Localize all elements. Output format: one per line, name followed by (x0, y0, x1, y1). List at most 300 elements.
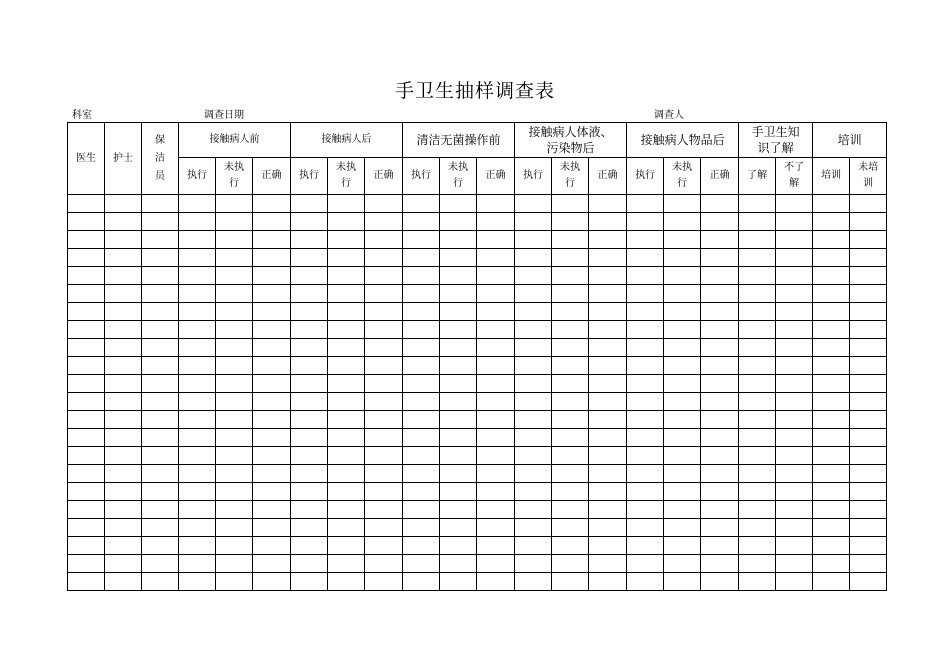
table-cell[interactable] (105, 321, 142, 339)
table-cell[interactable] (365, 447, 403, 465)
table-cell[interactable] (701, 195, 739, 213)
table-cell[interactable] (589, 339, 627, 357)
table-cell[interactable] (179, 321, 216, 339)
table-cell[interactable] (216, 465, 253, 483)
table-cell[interactable] (776, 375, 813, 393)
table-cell[interactable] (739, 375, 776, 393)
table-cell[interactable] (105, 267, 142, 285)
table-cell[interactable] (440, 393, 477, 411)
table-cell[interactable] (403, 303, 440, 321)
table-cell[interactable] (813, 501, 850, 519)
table-cell[interactable] (776, 483, 813, 501)
table-cell[interactable] (253, 213, 291, 231)
table-cell[interactable] (291, 537, 328, 555)
table-cell[interactable] (105, 429, 142, 447)
table-cell[interactable] (850, 249, 887, 267)
table-cell[interactable] (291, 285, 328, 303)
table-cell[interactable] (739, 195, 776, 213)
table-cell[interactable] (627, 429, 664, 447)
table-cell[interactable] (142, 573, 179, 591)
table-cell[interactable] (850, 501, 887, 519)
table-cell[interactable] (776, 303, 813, 321)
table-cell[interactable] (328, 285, 365, 303)
table-cell[interactable] (403, 339, 440, 357)
table-cell[interactable] (105, 393, 142, 411)
table-cell[interactable] (850, 555, 887, 573)
table-cell[interactable] (291, 447, 328, 465)
table-cell[interactable] (216, 501, 253, 519)
table-cell[interactable] (477, 573, 515, 591)
table-cell[interactable] (515, 375, 552, 393)
table-cell[interactable] (515, 231, 552, 249)
table-cell[interactable] (776, 321, 813, 339)
table-cell[interactable] (850, 519, 887, 537)
table-cell[interactable] (701, 231, 739, 249)
table-cell[interactable] (813, 537, 850, 555)
table-cell[interactable] (701, 537, 739, 555)
table-cell[interactable] (291, 519, 328, 537)
table-cell[interactable] (105, 249, 142, 267)
table-cell[interactable] (328, 465, 365, 483)
table-cell[interactable] (850, 303, 887, 321)
table-cell[interactable] (216, 411, 253, 429)
table-cell[interactable] (664, 267, 701, 285)
table-cell[interactable] (403, 375, 440, 393)
table-cell[interactable] (701, 483, 739, 501)
table-cell[interactable] (253, 375, 291, 393)
table-cell[interactable] (627, 267, 664, 285)
table-cell[interactable] (365, 501, 403, 519)
table-cell[interactable] (552, 411, 589, 429)
table-cell[interactable] (589, 429, 627, 447)
table-cell[interactable] (68, 429, 105, 447)
table-cell[interactable] (477, 357, 515, 375)
table-cell[interactable] (253, 249, 291, 267)
table-cell[interactable] (813, 573, 850, 591)
table-cell[interactable] (403, 213, 440, 231)
table-cell[interactable] (328, 519, 365, 537)
table-cell[interactable] (589, 483, 627, 501)
table-cell[interactable] (552, 375, 589, 393)
table-cell[interactable] (776, 267, 813, 285)
table-cell[interactable] (142, 339, 179, 357)
table-cell[interactable] (216, 393, 253, 411)
table-cell[interactable] (850, 339, 887, 357)
table-cell[interactable] (365, 195, 403, 213)
table-cell[interactable] (328, 303, 365, 321)
table-cell[interactable] (179, 519, 216, 537)
table-cell[interactable] (552, 339, 589, 357)
table-cell[interactable] (739, 393, 776, 411)
table-cell[interactable] (739, 429, 776, 447)
table-cell[interactable] (589, 213, 627, 231)
table-cell[interactable] (477, 285, 515, 303)
table-cell[interactable] (68, 249, 105, 267)
table-cell[interactable] (739, 411, 776, 429)
table-cell[interactable] (850, 447, 887, 465)
table-cell[interactable] (664, 393, 701, 411)
table-cell[interactable] (627, 573, 664, 591)
table-cell[interactable] (701, 501, 739, 519)
table-cell[interactable] (776, 447, 813, 465)
table-cell[interactable] (552, 393, 589, 411)
table-cell[interactable] (701, 375, 739, 393)
table-cell[interactable] (589, 537, 627, 555)
table-cell[interactable] (253, 285, 291, 303)
table-cell[interactable] (440, 555, 477, 573)
table-cell[interactable] (477, 411, 515, 429)
table-cell[interactable] (515, 339, 552, 357)
table-cell[interactable] (216, 375, 253, 393)
table-cell[interactable] (179, 357, 216, 375)
table-cell[interactable] (105, 303, 142, 321)
table-cell[interactable] (477, 501, 515, 519)
table-cell[interactable] (253, 339, 291, 357)
table-cell[interactable] (216, 303, 253, 321)
table-cell[interactable] (68, 447, 105, 465)
table-cell[interactable] (68, 213, 105, 231)
table-cell[interactable] (813, 465, 850, 483)
table-cell[interactable] (589, 375, 627, 393)
table-cell[interactable] (179, 573, 216, 591)
table-cell[interactable] (440, 573, 477, 591)
table-cell[interactable] (813, 285, 850, 303)
table-cell[interactable] (552, 321, 589, 339)
table-cell[interactable] (365, 285, 403, 303)
table-cell[interactable] (291, 393, 328, 411)
table-cell[interactable] (515, 267, 552, 285)
table-cell[interactable] (664, 555, 701, 573)
table-cell[interactable] (739, 483, 776, 501)
table-cell[interactable] (589, 231, 627, 249)
table-cell[interactable] (589, 573, 627, 591)
table-cell[interactable] (627, 249, 664, 267)
table-cell[interactable] (664, 321, 701, 339)
table-cell[interactable] (328, 411, 365, 429)
table-cell[interactable] (515, 321, 552, 339)
table-cell[interactable] (440, 303, 477, 321)
table-cell[interactable] (440, 429, 477, 447)
table-cell[interactable] (589, 357, 627, 375)
table-cell[interactable] (477, 267, 515, 285)
table-cell[interactable] (515, 555, 552, 573)
table-cell[interactable] (776, 393, 813, 411)
table-cell[interactable] (328, 483, 365, 501)
table-cell[interactable] (403, 519, 440, 537)
table-cell[interactable] (813, 213, 850, 231)
table-cell[interactable] (701, 357, 739, 375)
table-cell[interactable] (515, 447, 552, 465)
table-cell[interactable] (739, 573, 776, 591)
table-cell[interactable] (328, 231, 365, 249)
table-cell[interactable] (813, 195, 850, 213)
table-cell[interactable] (216, 573, 253, 591)
table-cell[interactable] (701, 429, 739, 447)
table-cell[interactable] (776, 231, 813, 249)
table-cell[interactable] (365, 375, 403, 393)
table-cell[interactable] (403, 573, 440, 591)
table-cell[interactable] (142, 519, 179, 537)
table-cell[interactable] (589, 393, 627, 411)
table-cell[interactable] (477, 519, 515, 537)
table-cell[interactable] (105, 537, 142, 555)
table-cell[interactable] (739, 501, 776, 519)
table-cell[interactable] (142, 555, 179, 573)
table-cell[interactable] (627, 393, 664, 411)
table-cell[interactable] (515, 519, 552, 537)
table-cell[interactable] (253, 573, 291, 591)
table-cell[interactable] (440, 501, 477, 519)
table-cell[interactable] (627, 375, 664, 393)
table-cell[interactable] (515, 357, 552, 375)
table-cell[interactable] (105, 339, 142, 357)
table-cell[interactable] (142, 465, 179, 483)
table-cell[interactable] (515, 411, 552, 429)
table-cell[interactable] (253, 537, 291, 555)
table-cell[interactable] (440, 285, 477, 303)
table-cell[interactable] (105, 231, 142, 249)
table-cell[interactable] (142, 429, 179, 447)
table-cell[interactable] (440, 375, 477, 393)
table-cell[interactable] (253, 447, 291, 465)
table-cell[interactable] (552, 195, 589, 213)
table-cell[interactable] (105, 213, 142, 231)
table-cell[interactable] (403, 501, 440, 519)
table-cell[interactable] (403, 267, 440, 285)
table-cell[interactable] (739, 465, 776, 483)
table-cell[interactable] (850, 537, 887, 555)
table-cell[interactable] (328, 213, 365, 231)
table-cell[interactable] (179, 483, 216, 501)
table-cell[interactable] (365, 465, 403, 483)
table-cell[interactable] (627, 447, 664, 465)
table-cell[interactable] (68, 195, 105, 213)
table-cell[interactable] (68, 519, 105, 537)
table-cell[interactable] (365, 267, 403, 285)
table-cell[interactable] (440, 357, 477, 375)
table-cell[interactable] (179, 411, 216, 429)
table-cell[interactable] (776, 429, 813, 447)
table-cell[interactable] (627, 483, 664, 501)
table-cell[interactable] (776, 573, 813, 591)
table-cell[interactable] (68, 555, 105, 573)
table-cell[interactable] (291, 339, 328, 357)
table-cell[interactable] (216, 357, 253, 375)
table-cell[interactable] (813, 249, 850, 267)
table-cell[interactable] (552, 465, 589, 483)
table-cell[interactable] (142, 375, 179, 393)
table-cell[interactable] (850, 465, 887, 483)
table-cell[interactable] (627, 555, 664, 573)
table-cell[interactable] (440, 267, 477, 285)
table-cell[interactable] (589, 465, 627, 483)
table-cell[interactable] (515, 393, 552, 411)
table-cell[interactable] (589, 285, 627, 303)
table-cell[interactable] (701, 447, 739, 465)
table-cell[interactable] (477, 393, 515, 411)
table-cell[interactable] (403, 429, 440, 447)
table-cell[interactable] (328, 357, 365, 375)
table-cell[interactable] (627, 303, 664, 321)
table-cell[interactable] (291, 465, 328, 483)
table-cell[interactable] (664, 519, 701, 537)
table-cell[interactable] (142, 303, 179, 321)
table-cell[interactable] (142, 285, 179, 303)
table-cell[interactable] (328, 393, 365, 411)
table-cell[interactable] (813, 321, 850, 339)
table-cell[interactable] (105, 573, 142, 591)
table-cell[interactable] (552, 267, 589, 285)
table-cell[interactable] (253, 501, 291, 519)
table-cell[interactable] (813, 411, 850, 429)
table-cell[interactable] (664, 465, 701, 483)
table-cell[interactable] (776, 465, 813, 483)
table-cell[interactable] (701, 465, 739, 483)
table-cell[interactable] (440, 465, 477, 483)
table-cell[interactable] (813, 429, 850, 447)
table-cell[interactable] (365, 483, 403, 501)
table-cell[interactable] (365, 393, 403, 411)
table-cell[interactable] (68, 483, 105, 501)
table-cell[interactable] (552, 303, 589, 321)
table-cell[interactable] (142, 393, 179, 411)
table-cell[interactable] (776, 195, 813, 213)
table-cell[interactable] (365, 411, 403, 429)
table-cell[interactable] (664, 375, 701, 393)
table-cell[interactable] (739, 213, 776, 231)
table-cell[interactable] (142, 537, 179, 555)
table-cell[interactable] (440, 483, 477, 501)
table-cell[interactable] (291, 303, 328, 321)
table-cell[interactable] (142, 213, 179, 231)
table-cell[interactable] (68, 321, 105, 339)
table-cell[interactable] (589, 267, 627, 285)
table-cell[interactable] (552, 285, 589, 303)
table-cell[interactable] (440, 447, 477, 465)
table-cell[interactable] (403, 357, 440, 375)
table-cell[interactable] (105, 195, 142, 213)
table-cell[interactable] (179, 555, 216, 573)
table-cell[interactable] (552, 483, 589, 501)
table-cell[interactable] (813, 447, 850, 465)
table-cell[interactable] (776, 501, 813, 519)
table-cell[interactable] (328, 321, 365, 339)
table-cell[interactable] (291, 483, 328, 501)
table-cell[interactable] (403, 231, 440, 249)
table-cell[interactable] (216, 195, 253, 213)
table-cell[interactable] (142, 357, 179, 375)
table-cell[interactable] (589, 195, 627, 213)
table-cell[interactable] (216, 285, 253, 303)
table-cell[interactable] (365, 537, 403, 555)
table-cell[interactable] (477, 375, 515, 393)
table-cell[interactable] (515, 501, 552, 519)
table-cell[interactable] (813, 555, 850, 573)
table-cell[interactable] (68, 393, 105, 411)
table-cell[interactable] (142, 501, 179, 519)
table-cell[interactable] (365, 303, 403, 321)
table-cell[interactable] (739, 357, 776, 375)
table-cell[interactable] (515, 483, 552, 501)
table-cell[interactable] (850, 375, 887, 393)
table-cell[interactable] (552, 231, 589, 249)
table-cell[interactable] (253, 195, 291, 213)
table-cell[interactable] (216, 267, 253, 285)
table-cell[interactable] (515, 249, 552, 267)
table-cell[interactable] (105, 357, 142, 375)
table-cell[interactable] (739, 339, 776, 357)
table-cell[interactable] (515, 195, 552, 213)
table-cell[interactable] (253, 519, 291, 537)
table-cell[interactable] (440, 537, 477, 555)
table-cell[interactable] (403, 483, 440, 501)
table-cell[interactable] (440, 231, 477, 249)
table-cell[interactable] (552, 501, 589, 519)
table-cell[interactable] (850, 321, 887, 339)
table-cell[interactable] (365, 555, 403, 573)
table-cell[interactable] (253, 411, 291, 429)
table-cell[interactable] (739, 285, 776, 303)
table-cell[interactable] (365, 321, 403, 339)
table-cell[interactable] (850, 573, 887, 591)
table-cell[interactable] (552, 357, 589, 375)
table-cell[interactable] (68, 411, 105, 429)
table-cell[interactable] (664, 195, 701, 213)
table-cell[interactable] (105, 285, 142, 303)
table-cell[interactable] (179, 195, 216, 213)
table-cell[interactable] (216, 483, 253, 501)
table-cell[interactable] (477, 465, 515, 483)
table-cell[interactable] (328, 573, 365, 591)
table-cell[interactable] (68, 501, 105, 519)
table-cell[interactable] (739, 537, 776, 555)
table-cell[interactable] (627, 519, 664, 537)
table-cell[interactable] (850, 429, 887, 447)
table-cell[interactable] (142, 267, 179, 285)
table-cell[interactable] (776, 357, 813, 375)
table-cell[interactable] (627, 213, 664, 231)
table-cell[interactable] (701, 411, 739, 429)
table-cell[interactable] (776, 411, 813, 429)
table-cell[interactable] (701, 555, 739, 573)
table-cell[interactable] (403, 321, 440, 339)
table-cell[interactable] (216, 321, 253, 339)
table-cell[interactable] (216, 537, 253, 555)
table-cell[interactable] (291, 267, 328, 285)
table-cell[interactable] (627, 501, 664, 519)
table-cell[interactable] (403, 195, 440, 213)
table-cell[interactable] (216, 555, 253, 573)
table-cell[interactable] (142, 231, 179, 249)
table-cell[interactable] (68, 573, 105, 591)
table-cell[interactable] (291, 321, 328, 339)
table-cell[interactable] (664, 339, 701, 357)
table-cell[interactable] (813, 231, 850, 249)
table-cell[interactable] (179, 231, 216, 249)
table-cell[interactable] (365, 519, 403, 537)
table-cell[interactable] (68, 267, 105, 285)
table-cell[interactable] (328, 429, 365, 447)
table-cell[interactable] (216, 231, 253, 249)
table-cell[interactable] (403, 465, 440, 483)
table-cell[interactable] (813, 519, 850, 537)
table-cell[interactable] (179, 213, 216, 231)
table-cell[interactable] (477, 537, 515, 555)
table-cell[interactable] (627, 285, 664, 303)
table-cell[interactable] (813, 339, 850, 357)
table-cell[interactable] (850, 267, 887, 285)
table-cell[interactable] (813, 375, 850, 393)
